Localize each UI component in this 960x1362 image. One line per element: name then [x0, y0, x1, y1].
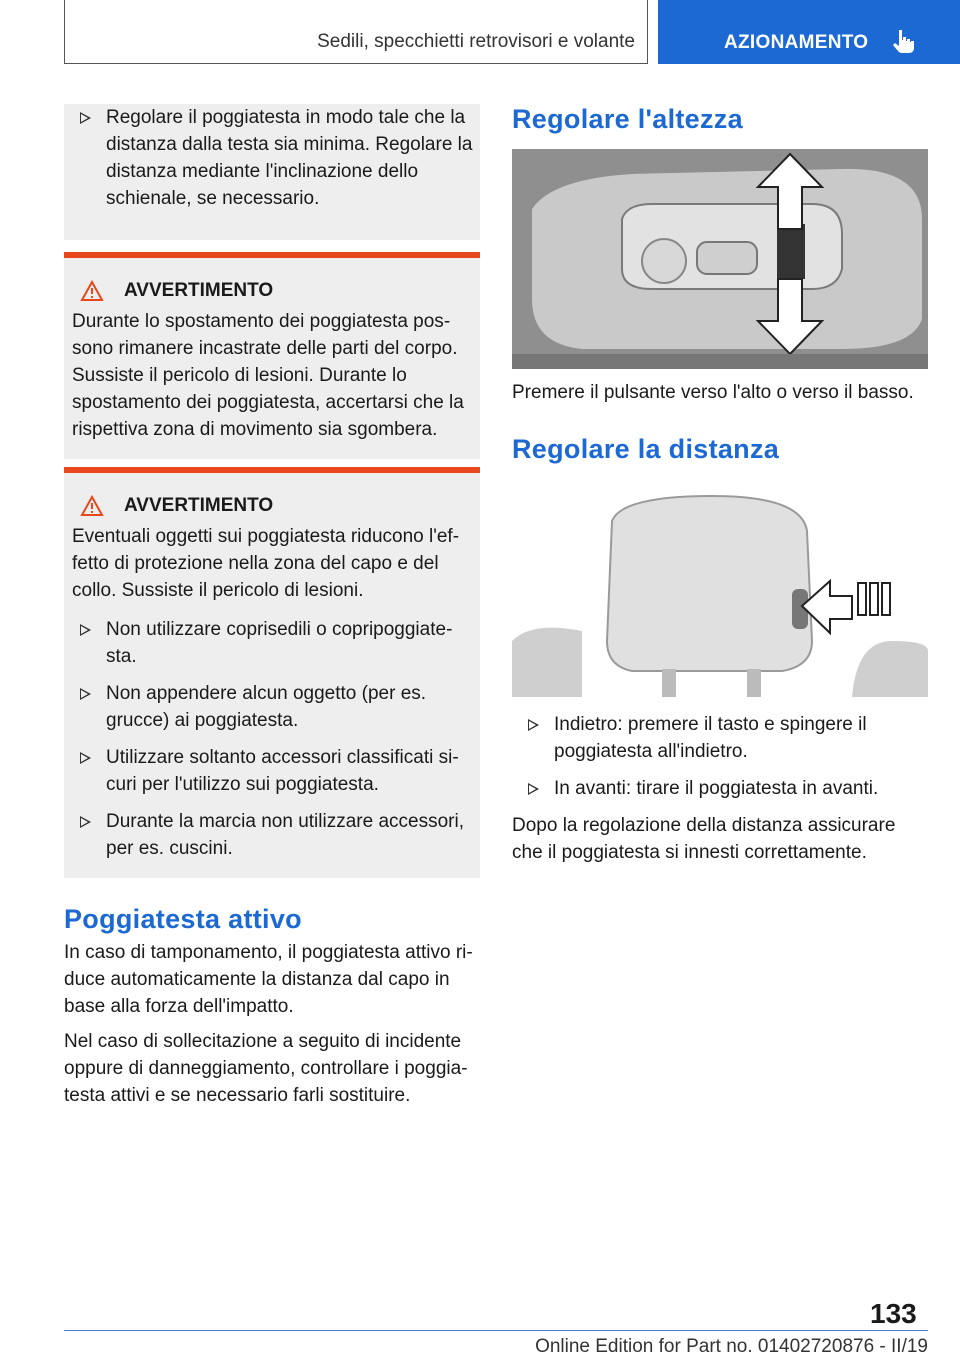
chapter-title: AZIONAMENTO	[724, 32, 869, 53]
list-item: Utilizzare soltanto accessori classificati sicuri per l'utilizzo sui poggiatesta.	[64, 744, 472, 798]
footer-divider	[64, 1330, 928, 1331]
warning-triangle-icon	[80, 495, 104, 517]
triangle-bullet-icon	[528, 783, 539, 795]
header-chapter-tab[interactable]	[658, 0, 960, 64]
list-item: Regolare il poggiatesta in modo tale che la distanza dalla testa sia minima. Regolare la distanza mediante l'inclinazione dello schienale, se necessario.	[64, 104, 480, 212]
triangle-bullet-icon	[80, 752, 91, 764]
left-column	[64, 104, 480, 1109]
section-title: Sedili, specchietti retrovisori e volante	[317, 31, 635, 52]
list-item: Non utilizzare coprisedili o copripoggiatesta.	[64, 616, 472, 670]
section-heading: Regolare l'altezza	[512, 104, 743, 134]
header-section-title	[64, 0, 648, 64]
footer-edition: Online Edition for Part no. 01402720876 - II/19	[535, 1336, 928, 1357]
headrest-image	[512, 491, 928, 697]
warning-text: Eventuali oggetti sui poggiatesta riducono l'effetto di protezione nella zona del capo e del collo. Sussiste il pericolo di lesioni.	[72, 526, 460, 601]
warning-box	[64, 252, 480, 459]
triangle-bullet-icon	[80, 624, 91, 636]
distance-list	[512, 711, 928, 802]
section-heading: Regolare la distanza	[512, 434, 780, 464]
warning-box-2	[64, 467, 480, 878]
right-column	[512, 104, 928, 866]
list-item: Durante la marcia non utilizzare accessori, per es. cuscini.	[64, 808, 472, 862]
paragraph: Dopo la regolazione della distanza assicurare che il poggiatesta si innesti correttamente.	[512, 815, 896, 863]
paragraph: In caso di tamponamento, il poggiatesta attivo riduce automaticamente la distanza dal capo in base alla forza dell'impatto.	[64, 942, 473, 1017]
section-heading: Poggiatesta attivo	[64, 904, 302, 934]
triangle-bullet-icon	[80, 688, 91, 700]
triangle-bullet-icon	[528, 719, 539, 731]
page-number: 133	[870, 1298, 917, 1329]
hand-pointer-icon	[890, 28, 916, 54]
list-item: Indietro: premere il tasto e spingere il poggiatesta all'indietro.	[512, 711, 928, 765]
warning-title: AVVERTIMENTO	[80, 280, 472, 302]
paragraph: Nel caso di sollecitazione a seguito di incidente oppure di danneggiamento, controllare i poggiatesta attivi e se necessario farli sostituire.	[64, 1031, 468, 1106]
image-caption: Premere il pulsante verso l'alto o verso il basso.	[512, 382, 914, 403]
warning-triangle-icon	[80, 280, 104, 302]
warning-text: Durante lo spostamento dei poggiatesta possono rimanere incastrate delle parti del corpo. Sussiste il pericolo di lesioni. Durante lo spostamento dei poggiatesta, accertarsi che la rispettiva zona di movimento sia sgombera.	[72, 311, 464, 440]
intro-box	[64, 104, 480, 240]
list-item: Non appendere alcun oggetto (per es. grucce) ai poggiatesta.	[64, 680, 472, 734]
triangle-bullet-icon	[80, 816, 91, 828]
warning-title: AVVERTIMENTO	[80, 495, 472, 517]
triangle-bullet-icon	[80, 112, 91, 124]
list-item: In avanti: tirare il poggiatesta in avanti.	[512, 775, 928, 802]
seat-switch-image	[512, 149, 928, 369]
